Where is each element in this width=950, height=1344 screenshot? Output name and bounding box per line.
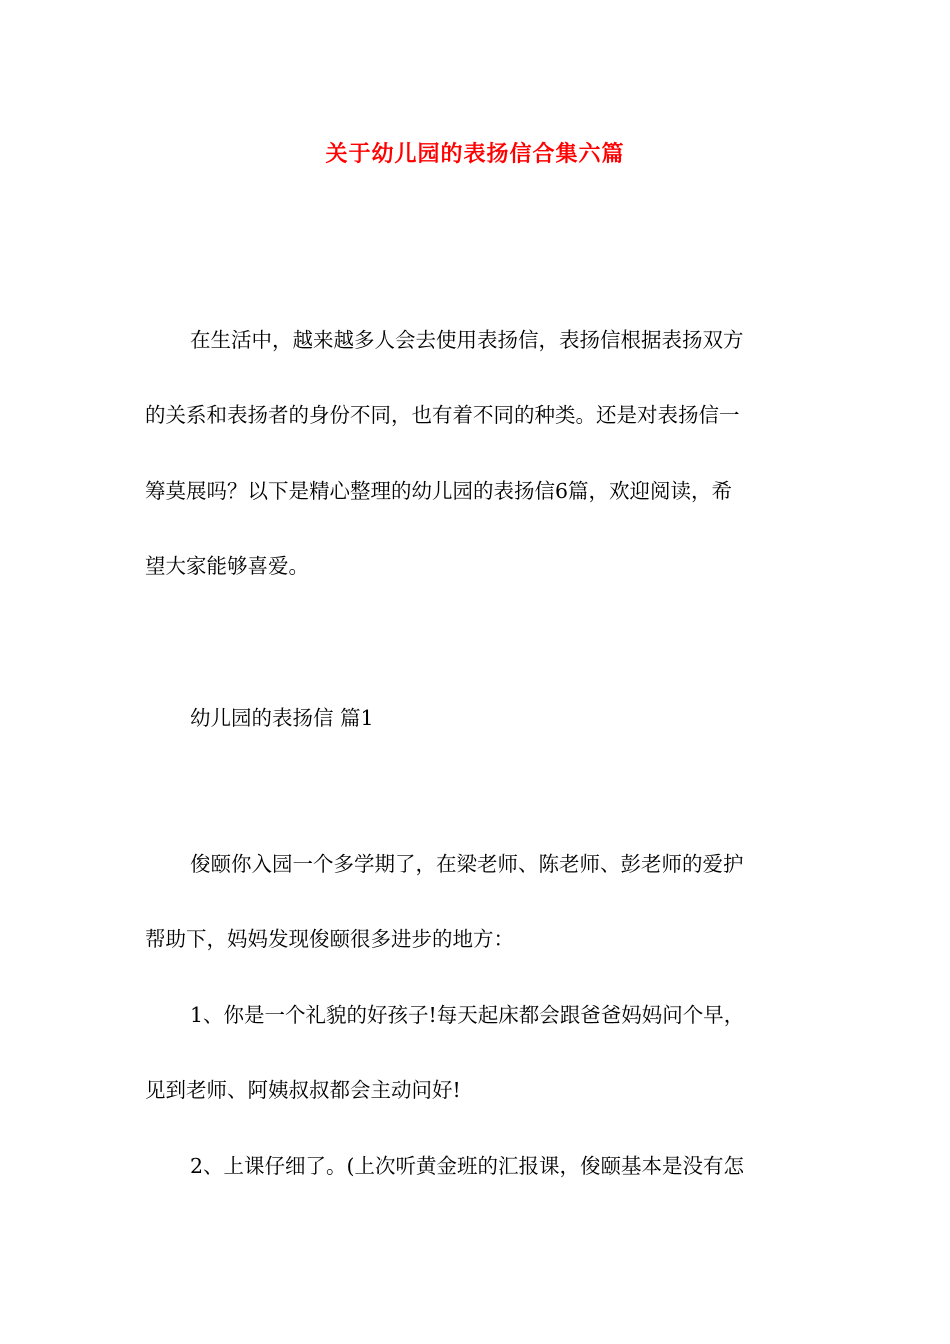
section-heading: 幼儿园的表扬信 篇1 xyxy=(190,706,374,730)
body-line-5: 2、上课仔细了。(上次听黄金班的汇报课，俊颐基本是没有怎 xyxy=(190,1154,745,1178)
intro-line-2: 的关系和表扬者的身份不同，也有着不同的种类。还是对表扬信一 xyxy=(145,403,740,427)
body-line-2: 帮助下，妈妈发现俊颐很多进步的地方： xyxy=(145,927,514,951)
body-line-3: 1、你是一个礼貌的好孩子!每天起床都会跟爸爸妈妈问个早， xyxy=(190,1003,745,1027)
intro-line-4: 望大家能够喜爱。 xyxy=(145,554,309,578)
body-line-4: 见到老师、阿姨叔叔都会主动问好! xyxy=(145,1078,461,1102)
body-line-1: 俊颐你入园一个多学期了，在梁老师、陈老师、彭老师的爱护 xyxy=(190,852,744,876)
intro-line-3: 筹莫展吗？以下是精心整理的幼儿园的表扬信6篇，欢迎阅读，希 xyxy=(145,479,733,503)
intro-line-1: 在生活中，越来越多人会去使用表扬信，表扬信根据表扬双方 xyxy=(190,328,744,352)
document-title: 关于幼儿园的表扬信合集六篇 xyxy=(325,141,625,167)
